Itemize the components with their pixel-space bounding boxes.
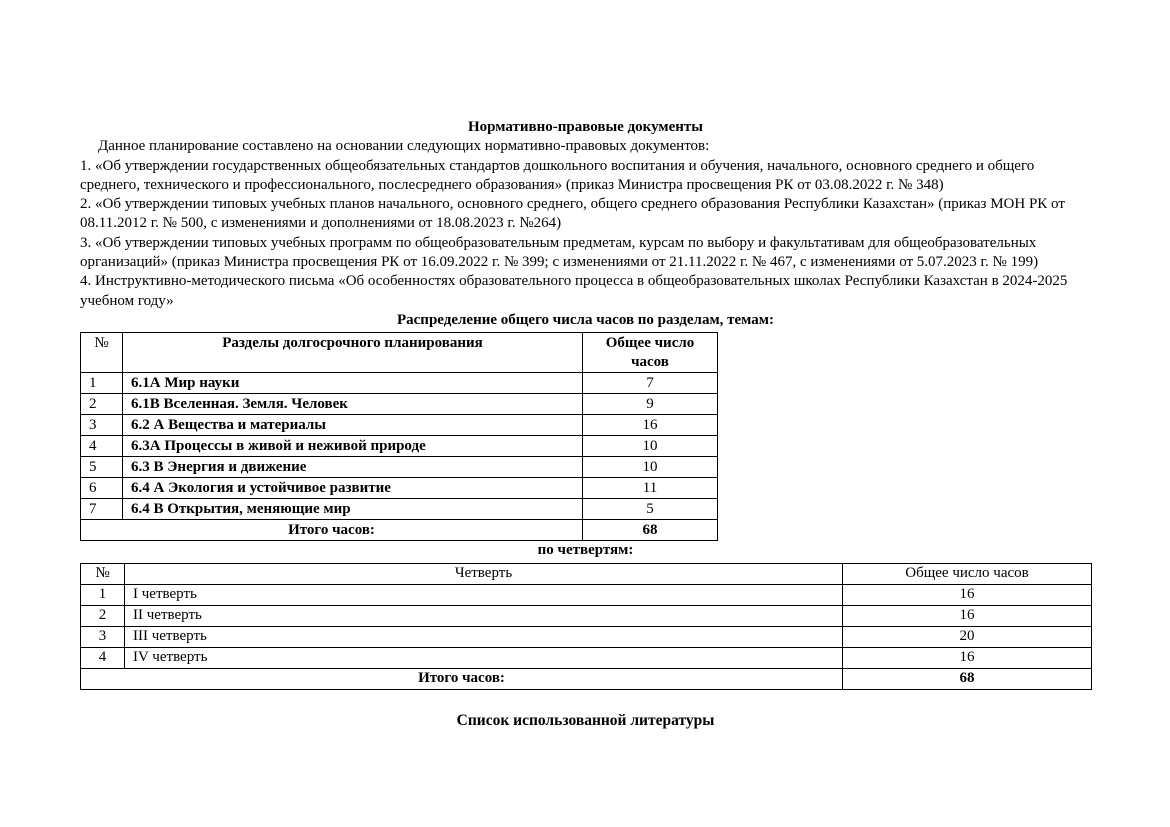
quarters-table	[80, 563, 1092, 690]
quarter-name: III четверть	[125, 626, 843, 647]
quarter-hours: 16	[843, 584, 1092, 605]
quarter-hours: 20	[843, 626, 1092, 647]
section-hours: 7	[583, 373, 718, 394]
section-hours: 11	[583, 478, 718, 499]
section-name: 6.1А Мир науки	[123, 373, 583, 394]
bibliography-heading: Список использованной литературы	[456, 711, 715, 729]
section-hours: 16	[583, 415, 718, 436]
sections-total-hours: 68	[583, 520, 718, 541]
table-row	[81, 478, 718, 499]
normative-item-1: 1. «Об утверждении государственных общеобязательных стандартов дошкольного воспитания и обучения, начального, основного среднего и общего среднего, технического и профессионального, послесреднего образования» (приказ Министра просвещения РК от 03.08.2022 г. № 348)	[80, 157, 1035, 193]
sections-table-header-row	[81, 333, 718, 373]
sections-table	[80, 332, 718, 541]
section-name: 6.4 А Экология и устойчивое развитие	[123, 478, 583, 499]
quarter-name: II четверть	[125, 605, 843, 626]
row-number: 5	[81, 457, 123, 478]
row-number: 4	[81, 647, 125, 668]
sections-header-num: №	[81, 333, 123, 373]
document-title: Нормативно-правовые документы	[467, 119, 703, 135]
section-hours: 5	[583, 499, 718, 520]
quarters-table-caption: по четвертям:	[537, 542, 634, 559]
intro-paragraph: Данное планирование составлено на основании следующих нормативно-правовых документов:	[98, 138, 710, 155]
normative-item-2: 2. «Об утверждении типовых учебных планов начального, основного среднего, общего среднего образования Республики Казахстан» (приказ МОН РК от 08.11.2012 г. № 500, с изменениями и дополнениями от 18.08.2023 г. №264)	[80, 196, 1065, 232]
table-row	[81, 457, 718, 478]
section-hours: 9	[583, 394, 718, 415]
sections-total-row	[81, 520, 718, 541]
normative-item-3: 3. «Об утверждении типовых учебных программ по общеобразовательным предметам, курсам по выбору и факультативам для общеобразовательных организаций» (приказ Министра просвещения РК от 16.09.2022 г. № 399; с изменениями от 21.11.2022 г. № 467, с изменениями от 5.07.2023 г. № 199)	[80, 234, 1039, 271]
table-row	[81, 436, 718, 457]
table-row	[81, 626, 1092, 647]
row-number: 3	[81, 415, 123, 436]
row-number: 3	[81, 626, 125, 647]
section-name: 6.3А Процессы в живой и неживой природе	[123, 436, 583, 457]
section-name: 6.3 В Энергия и движение	[123, 457, 583, 478]
section-hours: 10	[583, 436, 718, 457]
row-number: 2	[81, 605, 125, 626]
quarters-total-row	[81, 668, 1092, 689]
sections-header-hours: Общее число часов	[583, 333, 718, 373]
row-number: 1	[81, 584, 125, 605]
section-name: 6.2 А Вещества и материалы	[123, 415, 583, 436]
quarters-header-hours: Общее число часов	[843, 563, 1092, 584]
table-row	[81, 584, 1092, 605]
sections-header-section: Разделы долгосрочного планирования	[123, 333, 583, 373]
table-row	[81, 415, 718, 436]
quarters-header-quarter: Четверть	[125, 563, 843, 584]
row-number: 1	[81, 373, 123, 394]
section-name: 6.4 В Открытия, меняющие мир	[123, 499, 583, 520]
table-row	[81, 394, 718, 415]
table-row	[81, 373, 718, 394]
quarter-name: I четверть	[125, 584, 843, 605]
row-number: 2	[81, 394, 123, 415]
table-row	[81, 499, 718, 520]
section-name: 6.1В Вселенная. Земля. Человек	[123, 394, 583, 415]
quarters-table-header-row	[81, 563, 1092, 584]
sections-total-label: Итого часов:	[81, 520, 583, 541]
normative-item-4: 4. Инструктивно-методического письма «Об особенностях образовательного процесса в общеобразовательных школах Республики Казахстан в 2024-2025 учебном году»	[80, 273, 1068, 309]
row-number: 6	[81, 478, 123, 499]
table-row	[81, 605, 1092, 626]
quarters-total-hours: 68	[843, 668, 1092, 689]
row-number: 4	[81, 436, 123, 457]
quarters-header-num: №	[81, 563, 125, 584]
quarter-name: IV четверть	[125, 647, 843, 668]
quarter-hours: 16	[843, 605, 1092, 626]
quarter-hours: 16	[843, 647, 1092, 668]
table-row	[81, 647, 1092, 668]
quarters-total-label: Итого часов:	[81, 668, 843, 689]
sections-table-caption: Распределение общего числа часов по разделам, темам:	[396, 311, 775, 328]
section-hours: 10	[583, 457, 718, 478]
row-number: 7	[81, 499, 123, 520]
